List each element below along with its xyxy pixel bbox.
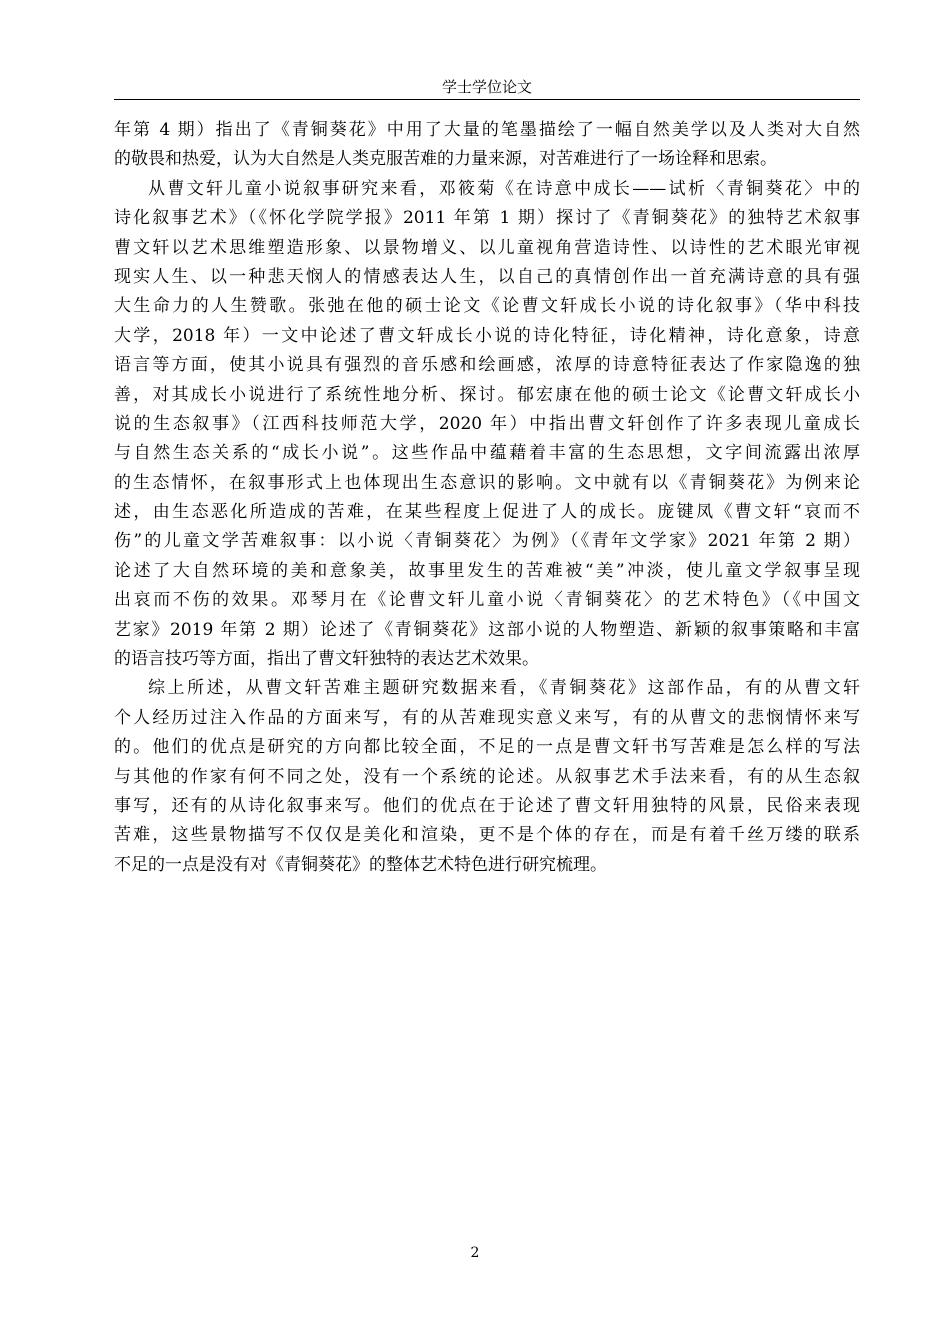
text-line: 述，由生态恶化所造成的苦难，在某些程度上促进了人的成长。庞键凤《曹文轩“哀而不: [114, 502, 860, 523]
text-line: 善，对其成长小说进行了系统性地分析、探讨。郁宏康在他的硕士论文《论曹文轩成长小: [114, 384, 860, 405]
text-line: 个人经历过注入作品的方面来写，有的从苦难现实意义来写，有的从曹文的悲悯情怀来写: [114, 707, 860, 728]
text-line: 年第 4 期）指出了《青铜葵花》中用了大量的笔墨描绘了一幅自然美学以及人类对大自然: [114, 120, 860, 140]
paragraph: [114, 116, 860, 175]
text-line: 与自然生态关系的“成长小说”。这些作品中蕴藉着丰富的生态思想，文字间流露出浓厚: [114, 443, 860, 464]
text-line: 诗化叙事艺术》（《怀化学院学报》2011 年第 1 期）探讨了《青铜葵花》的独特艺术叙事: [114, 208, 860, 229]
header-divider: [114, 99, 860, 100]
text-line: 大生命力的人生赞歌。张弛在他的硕士论文《论曹文轩成长小说的诗化叙事》（华中科技: [114, 296, 860, 317]
text-line: 现实人生、以一种悲天悯人的情感表达人生，以自己的真情创作出一首充满诗意的具有强: [114, 266, 860, 287]
page-number: 2: [470, 1245, 480, 1261]
text-line: 事写，还有的从诗化叙事来写。他们的优点在于论述了曹文轩用独特的风景，民俗来表现: [114, 795, 860, 816]
text-line: 的生态情怀，在叙事形式上也体现出生态意识的影响。文中就有以《青铜葵花》为例来论: [114, 472, 860, 493]
text-line: 苦难，这些景物描写不仅仅是美化和渲染，更不是个体的存在，而是有着千丝万缕的联系: [114, 825, 860, 846]
text-line: 不足的一点是没有对《青铜葵花》的整体艺术特色进行研究梳理。: [114, 854, 607, 875]
paragraph: [114, 175, 860, 675]
text-line: 的敬畏和热爱，认为大自然是人类克服苦难的力量来源，对苦难进行了一场诠释和思索。: [114, 149, 777, 170]
text-line: 伤”的儿童文学苦难叙事：以小说〈青铜葵花〉为例》（《青年文学家》2021 年第 2 期）: [114, 531, 860, 552]
text-line: 的语言技巧等方面，指出了曹文轩独特的表达艺术效果。: [114, 649, 539, 670]
text-line: 艺家》2019 年第 2 期）论述了《青铜葵花》这部小说的人物塑造、新颖的叙事策略和丰富: [114, 619, 860, 640]
page-header-title: 学士学位论文: [441, 78, 532, 96]
text-line: 论述了大自然环境的美和意象美，故事里发生的苦难被“美”冲淡，使儿童文学叙事呈现: [114, 560, 860, 581]
paragraph: [114, 674, 860, 880]
body-text: [114, 116, 860, 880]
text-line: 大学，2018 年）一文中论述了曹文轩成长小说的诗化特征，诗化精神，诗化意象，诗意: [114, 325, 860, 346]
text-line: 说的生态叙事》（江西科技师范大学，2020 年）中指出曹文轩创作了许多表现儿童成长: [114, 413, 860, 434]
text-line: 语言等方面，使其小说具有强烈的音乐感和绘画感，浓厚的诗意特征表达了作家隐逸的独: [114, 355, 860, 376]
text-line: 出哀而不伤的效果。邓琴月在《论曹文轩儿童小说〈青铜葵花〉的艺术特色》（《中国文: [114, 590, 860, 611]
text-line: 与其他的作家有何不同之处，没有一个系统的论述。从叙事艺术手法来看，有的从生态叙: [114, 766, 860, 787]
text-line: 从曹文轩儿童小说叙事研究来看，邓筱菊《在诗意中成长——试析〈青铜葵花〉中的: [148, 178, 860, 199]
text-line: 曹文轩以艺术思维塑造形象、以景物增义、以儿童视角营造诗性、以诗性的艺术眼光审视: [114, 237, 860, 258]
text-line: 综上所述，从曹文轩苦难主题研究数据来看，《青铜葵花》这部作品，有的从曹文轩: [148, 678, 860, 699]
text-line: 的。他们的优点是研究的方向都比较全面，不足的一点是曹文轩书写苦难是怎么样的写法: [114, 737, 860, 758]
